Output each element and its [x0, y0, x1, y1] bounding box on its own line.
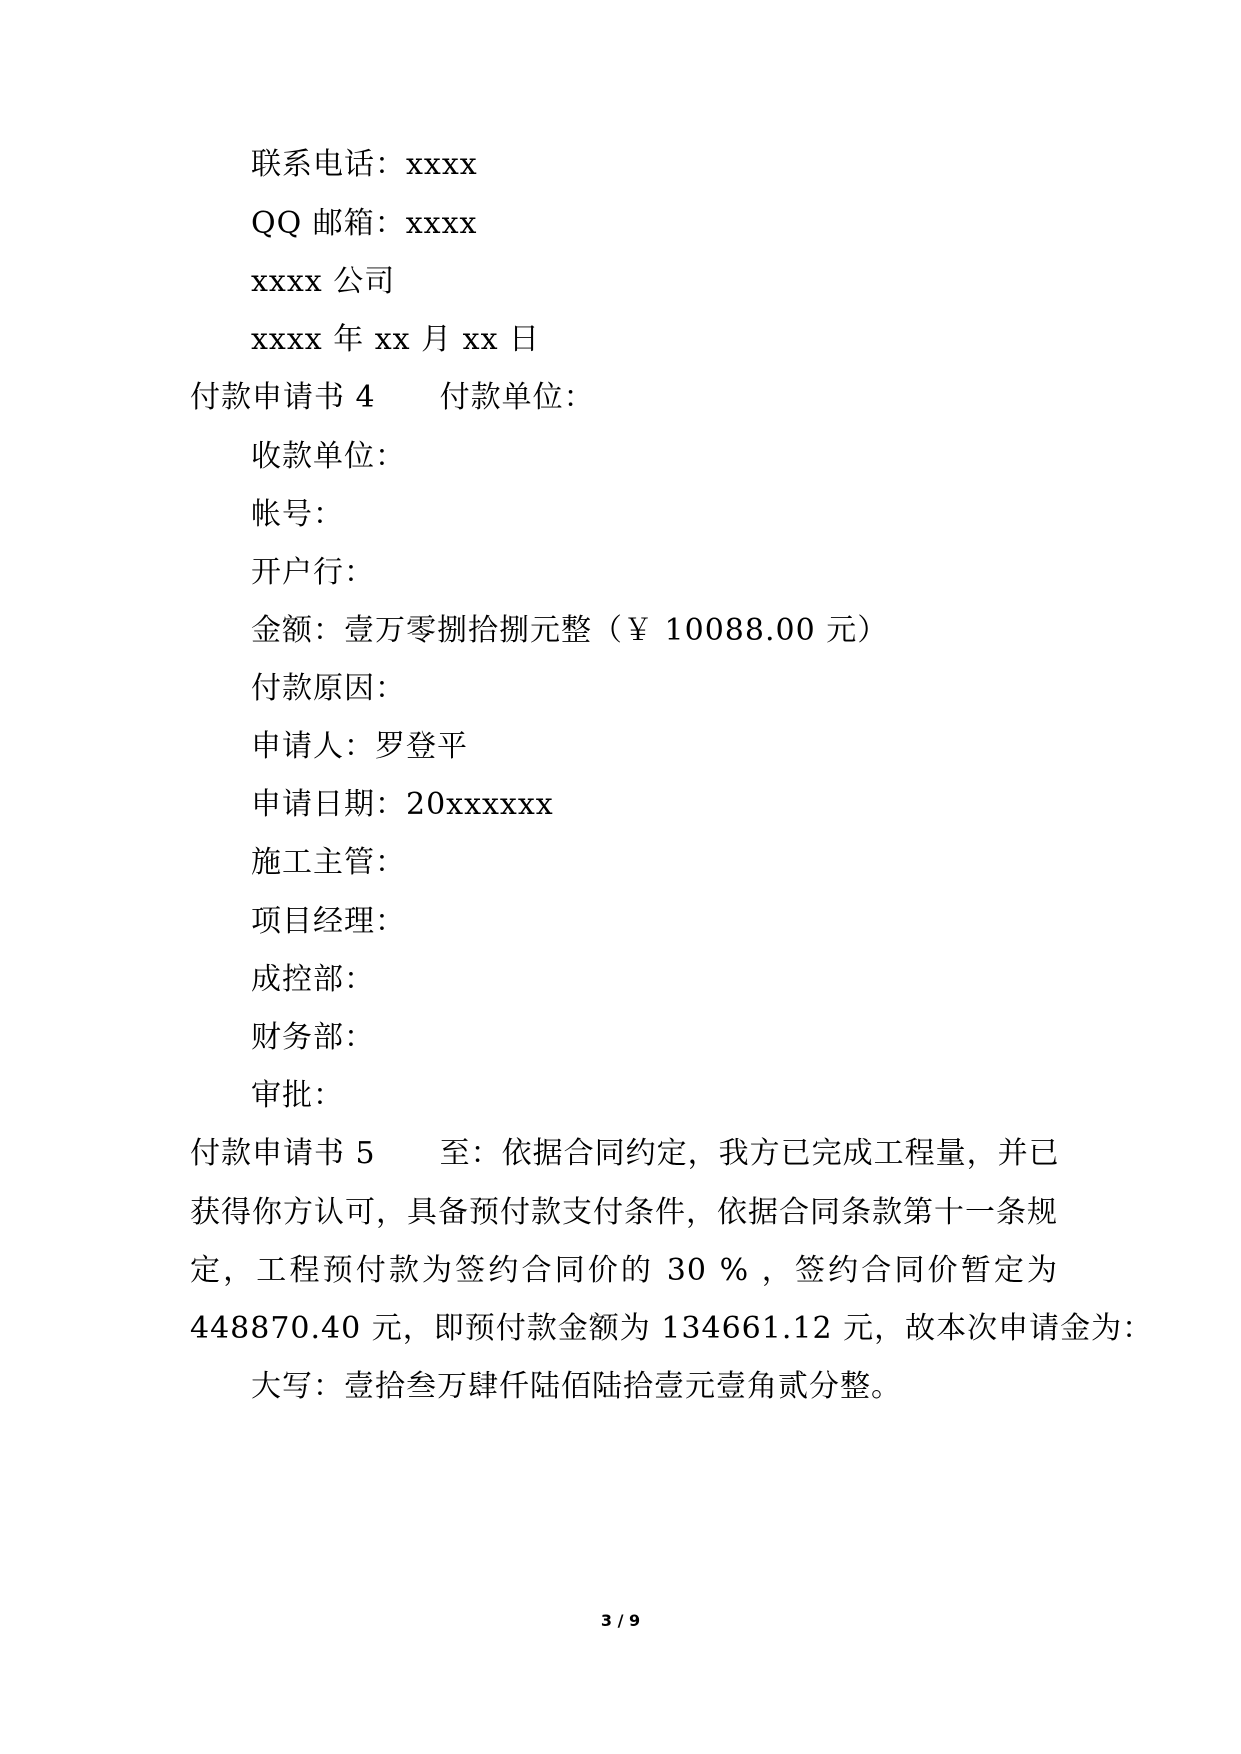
request5-line-4: 448870.40 元，即预付款金额为 134661.12 元，故本次申请金为：	[190, 1311, 1154, 1346]
request4-bank: 开户行：	[251, 555, 375, 590]
page-number: 3 / 9	[600, 1611, 641, 1630]
contact-phone: 联系电话：xxxx	[251, 147, 478, 182]
contact-email: QQ 邮箱：xxxx	[251, 206, 478, 241]
request4-project-manager: 项目经理：	[251, 904, 406, 939]
request5-uppercase-amount: 大写：壹拾叁万肆仟陆佰陆拾壹元壹角贰分整。	[251, 1369, 902, 1404]
request4-payee: 收款单位：	[251, 439, 406, 474]
request4-amount: 金额：壹万零捌拾捌元整（￥ 10088.00 元）	[251, 613, 889, 648]
request4-heading-line	[190, 378, 595, 418]
request5-line-1: 至：依据合同约定，我方已完成工程量，并已	[439, 1136, 1060, 1171]
request4-approval: 审批：	[251, 1078, 344, 1113]
company-name: xxxx 公司	[251, 264, 396, 299]
request5-line-3: 定，工程预付款为签约合同价的 30 % ，签约合同价暂定为	[190, 1253, 1058, 1288]
request5-heading-line	[190, 1134, 1058, 1174]
request5-line-2: 获得你方认可，具备预付款支付条件，依据合同条款第十一条规	[190, 1195, 1058, 1230]
request4-construction-manager: 施工主管：	[251, 845, 406, 880]
request4-applicant: 申请人：罗登平	[251, 729, 468, 764]
request4-payer: 付款单位：	[439, 380, 595, 415]
request5-title: 付款申请书 5	[190, 1136, 376, 1171]
request4-finance: 财务部：	[251, 1020, 375, 1055]
letter-date: xxxx 年 xx 月 xx 日	[251, 322, 541, 357]
request4-title: 付款申请书 4	[190, 380, 376, 415]
request4-cost-control: 成控部：	[251, 962, 375, 997]
request4-apply-date: 申请日期：20xxxxxx	[251, 787, 554, 822]
request4-reason: 付款原因：	[251, 671, 406, 706]
request4-account: 帐号：	[251, 497, 344, 532]
